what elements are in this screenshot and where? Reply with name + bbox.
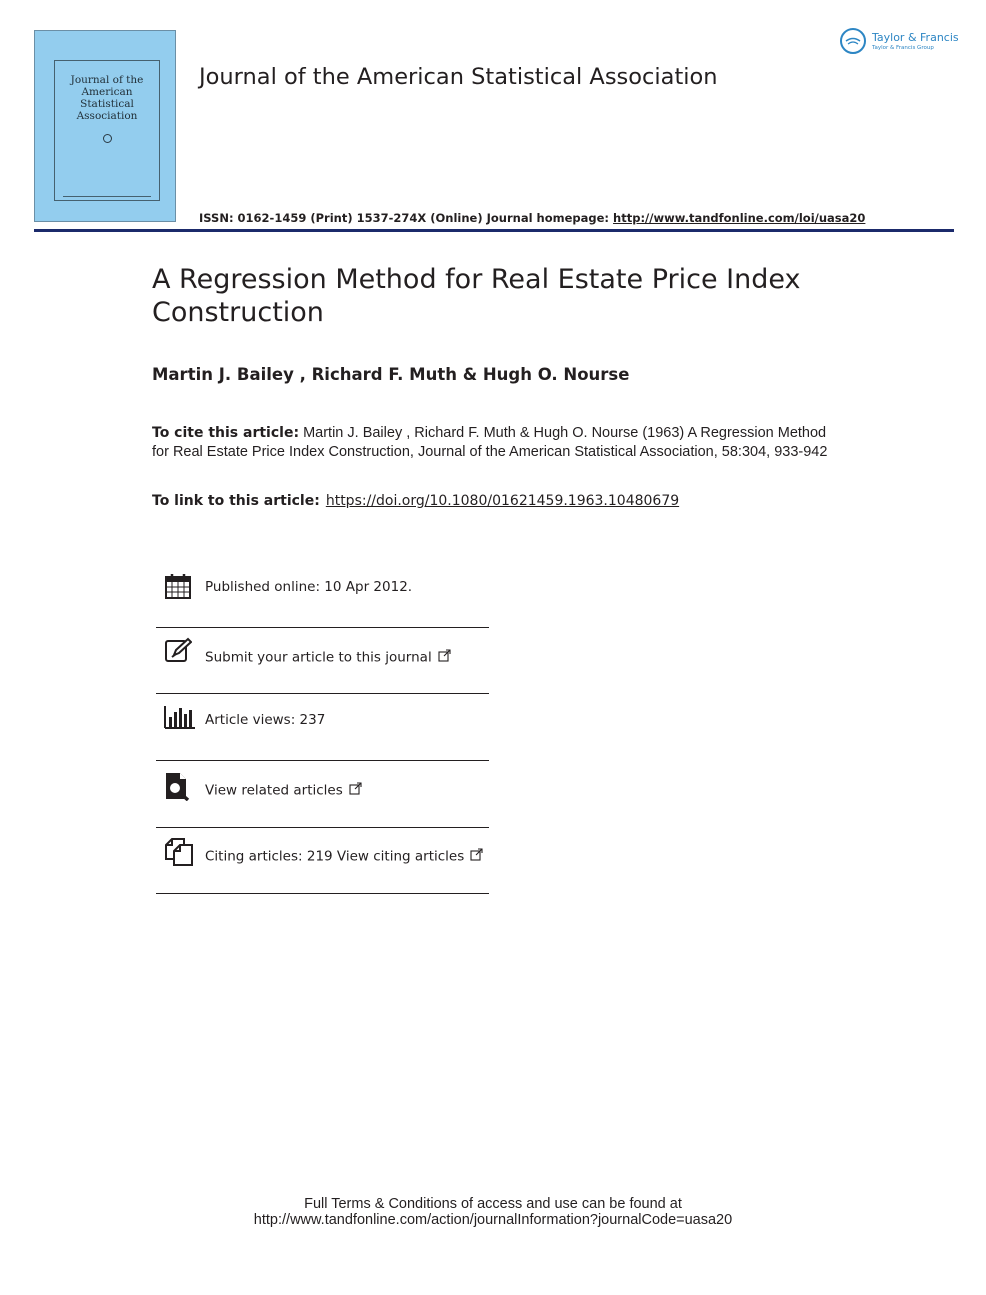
article-views-item [156,704,489,744]
divider [156,760,489,761]
doi-link[interactable]: https://doi.org/10.1080/01621459.1963.10480679 [325,493,680,509]
publisher-group: Taylor & Francis Group [872,45,934,51]
publisher-logo [840,28,958,56]
journal-title: Journal of the American Statistical Association [199,64,718,90]
divider [156,827,489,828]
cover-title-line: American [81,86,133,98]
doi-link-label: To link to this article: [152,493,320,509]
divider [156,893,489,894]
published-online-item [156,572,489,612]
article-title: A Regression Method for Real Estate Price Index Construction [152,264,801,328]
journal-cover-image [34,30,176,222]
submit-article-label: Submit your article to this journal [205,649,432,666]
publisher-name: Taylor & Francis [872,31,959,44]
footer-terms-link[interactable]: http://www.tandfonline.com/action/journalInformation?journalCode=uasa20 [253,1212,733,1228]
issn-line [199,211,865,225]
published-online-text: Published online: 10 Apr 2012. [205,579,413,595]
article-authors: Martin J. Bailey , Richard F. Muth & Hugh O. Nourse [152,365,630,384]
divider [156,693,489,694]
journal-homepage-link[interactable]: http://www.tandfonline.com/loi/uasa20 [613,211,866,225]
footer [0,1196,986,1228]
seal-icon [103,134,112,143]
cover-title [55,74,159,122]
divider [156,627,489,628]
footer-terms-text: Full Terms & Conditions of access and use can be found at [304,1196,682,1212]
citation-text: Martin J. Bailey , Richard F. Muth & Hugh O. Nourse (1963) A Regression Method for Real Estate Price Index Construction, Journal of the American Statistical Association, 58:304, 933-942 [152,425,828,460]
citation-block [152,424,832,462]
external-link-icon [470,848,483,865]
cover-title-line: Association [76,110,138,122]
cover-footer-rule [63,196,151,199]
citing-documents-icon [164,837,192,865]
publisher-logo-icon [840,28,866,54]
header-rule [34,229,954,232]
cover-title-line: Journal of the [70,74,144,86]
external-link-icon [438,649,451,666]
article-views-text: Article views: 237 [205,712,326,728]
citing-articles-label: Citing articles: 219 View citing articles [205,848,465,865]
submit-article-item[interactable] [156,637,489,683]
cover-frame [54,60,160,201]
calendar-icon [164,572,192,600]
related-articles-label: View related articles [205,782,343,799]
related-articles-item[interactable] [156,771,489,811]
doi-link-block [152,493,679,509]
cover-title-line: Statistical [80,98,134,110]
search-document-icon [164,771,192,799]
external-link-icon [349,782,362,799]
submit-article-link[interactable] [205,649,451,666]
citing-articles-item[interactable] [156,837,489,877]
edit-icon [164,637,192,665]
citation-label: To cite this article: [152,425,300,441]
citing-articles-link[interactable] [205,848,483,865]
issn-text: ISSN: 0162-1459 (Print) 1537-274X (Online) Journal homepage: [199,211,614,225]
related-articles-link[interactable] [205,782,362,799]
bar-chart-icon [164,704,192,732]
